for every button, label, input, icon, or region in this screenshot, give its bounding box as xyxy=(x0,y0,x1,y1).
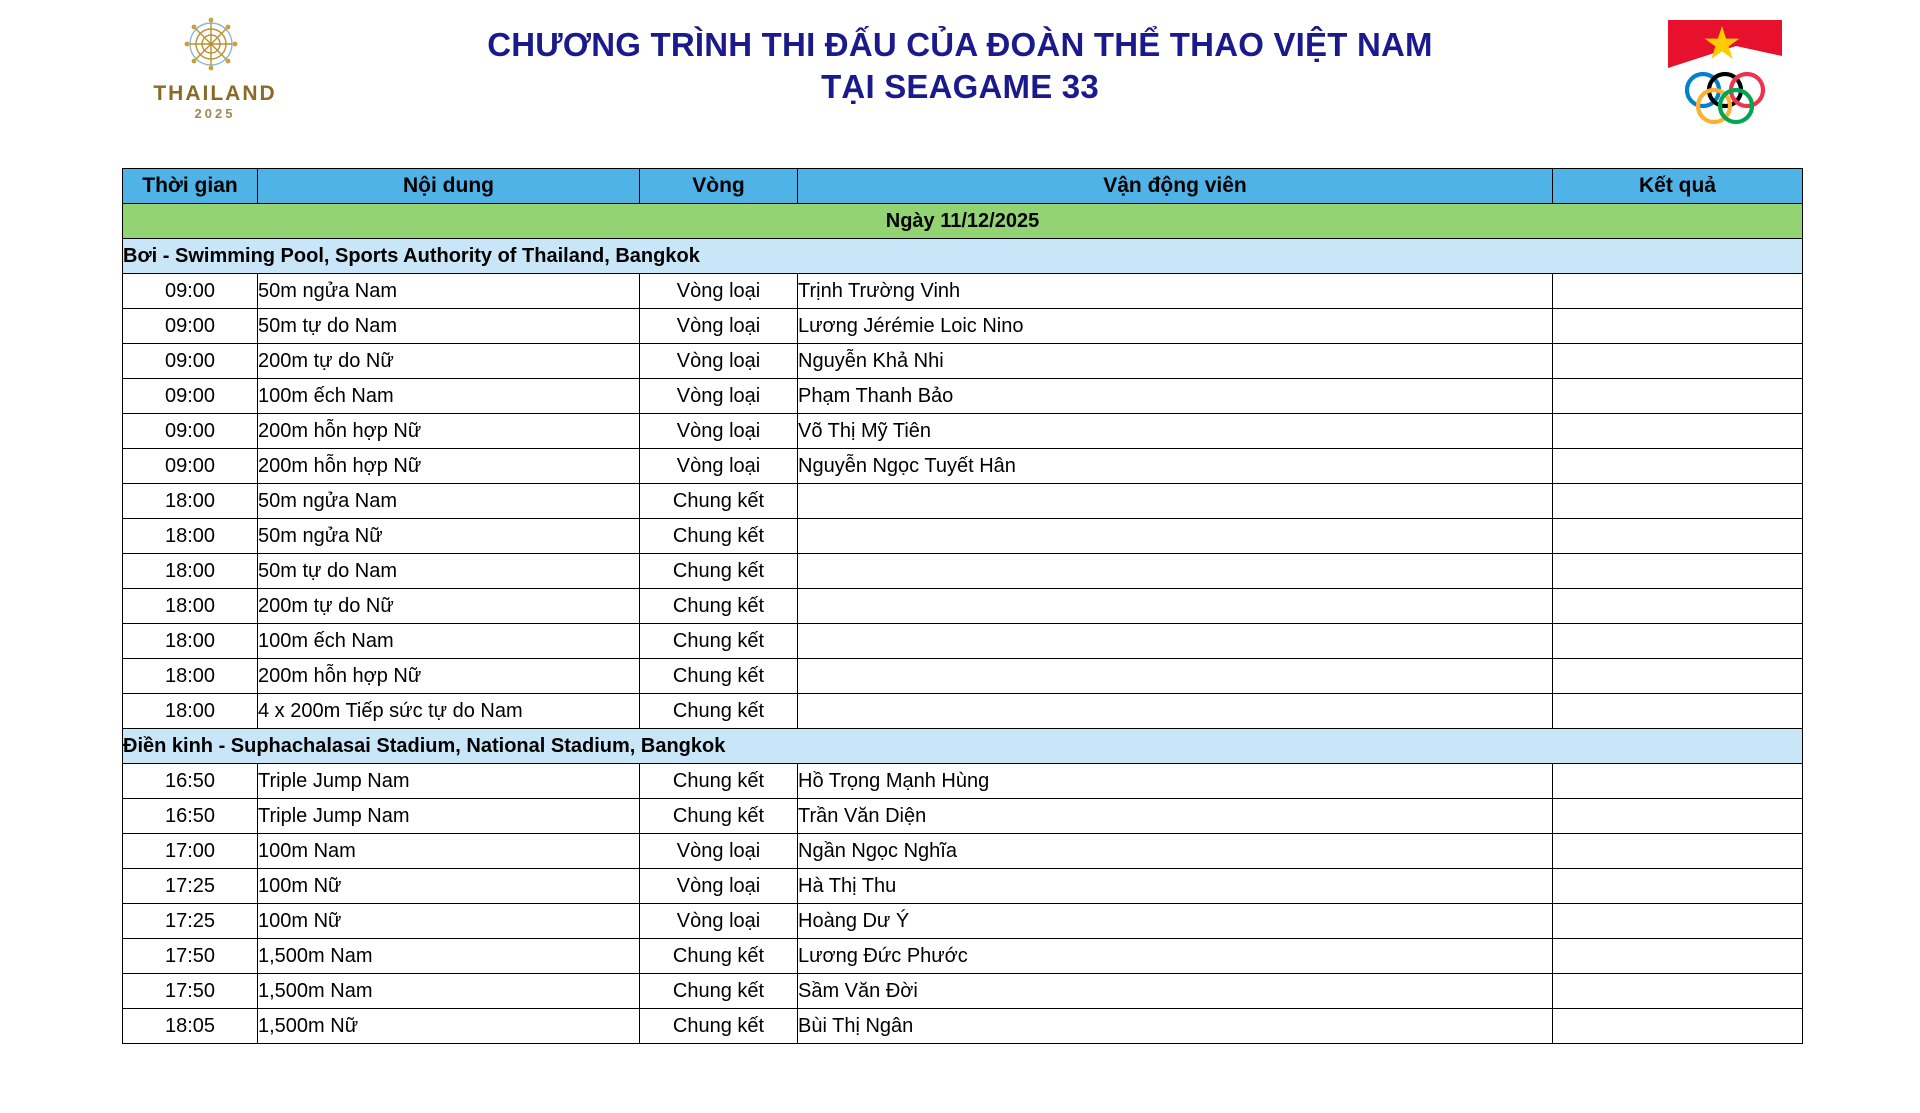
table-row xyxy=(123,904,1803,939)
table-header xyxy=(123,169,1803,204)
cell-event: 50m tự do Nam xyxy=(258,554,640,589)
page-title xyxy=(300,24,1620,108)
cell-round: Vòng loại xyxy=(640,414,798,449)
cell-athlete: Nguyễn Khả Nhi xyxy=(798,344,1553,379)
cell-event: Triple Jump Nam xyxy=(258,799,640,834)
cell-result xyxy=(1553,309,1803,344)
cell-round: Chung kết xyxy=(640,589,798,624)
cell-round: Chung kết xyxy=(640,799,798,834)
cell-result xyxy=(1553,659,1803,694)
table-row xyxy=(123,484,1803,519)
sport-label: Bơi - Swimming Pool, Sports Authority of Thailand, Bangkok xyxy=(123,239,1803,274)
cell-round: Vòng loại xyxy=(640,449,798,484)
cell-athlete xyxy=(798,554,1553,589)
cell-time: 17:50 xyxy=(123,974,258,1009)
cell-round: Chung kết xyxy=(640,694,798,729)
cell-event: 200m tự do Nữ xyxy=(258,589,640,624)
table-row xyxy=(123,414,1803,449)
cell-event: 100m Nam xyxy=(258,834,640,869)
cell-time: 18:05 xyxy=(123,1009,258,1044)
cell-round: Vòng loại xyxy=(640,834,798,869)
cell-time: 09:00 xyxy=(123,449,258,484)
cell-athlete: Lương Đức Phước xyxy=(798,939,1553,974)
column-header-athlete: Vận động viên xyxy=(798,169,1553,204)
cell-athlete xyxy=(798,484,1553,519)
cell-result xyxy=(1553,274,1803,309)
cell-athlete: Nguyễn Ngọc Tuyết Hân xyxy=(798,449,1553,484)
cell-round: Chung kết xyxy=(640,1009,798,1044)
cell-result xyxy=(1553,1009,1803,1044)
cell-time: 16:50 xyxy=(123,764,258,799)
cell-time: 18:00 xyxy=(123,519,258,554)
cell-athlete: Ngần Ngọc Nghĩa xyxy=(798,834,1553,869)
cell-athlete xyxy=(798,694,1553,729)
cell-result xyxy=(1553,624,1803,659)
table-row xyxy=(123,834,1803,869)
day-header-row xyxy=(123,204,1803,239)
cell-result xyxy=(1553,939,1803,974)
cell-event: 50m ngửa Nữ xyxy=(258,519,640,554)
cell-athlete xyxy=(798,624,1553,659)
table-row xyxy=(123,1009,1803,1044)
table-row xyxy=(123,274,1803,309)
cell-event: Triple Jump Nam xyxy=(258,764,640,799)
cell-time: 17:25 xyxy=(123,869,258,904)
column-header-round: Vòng xyxy=(640,169,798,204)
cell-event: 200m hỗn hợp Nữ xyxy=(258,414,640,449)
schedule-table xyxy=(122,168,1803,1044)
table-row xyxy=(123,449,1803,484)
cell-round: Chung kết xyxy=(640,484,798,519)
table-row xyxy=(123,554,1803,589)
cell-athlete: Phạm Thanh Bảo xyxy=(798,379,1553,414)
cell-event: 200m tự do Nữ xyxy=(258,344,640,379)
table-row xyxy=(123,939,1803,974)
cell-round: Chung kết xyxy=(640,764,798,799)
cell-round: Vòng loại xyxy=(640,379,798,414)
page-title-line1: CHƯƠNG TRÌNH THI ĐẤU CỦA ĐOÀN THỂ THAO VIỆT NAM xyxy=(487,26,1433,63)
cell-result xyxy=(1553,589,1803,624)
column-header-event: Nội dung xyxy=(258,169,640,204)
column-header-result: Kết quả xyxy=(1553,169,1803,204)
cell-round: Vòng loại xyxy=(640,869,798,904)
cell-time: 17:25 xyxy=(123,904,258,939)
cell-result xyxy=(1553,869,1803,904)
cell-event: 1,500m Nữ xyxy=(258,1009,640,1044)
cell-time: 18:00 xyxy=(123,554,258,589)
table-row xyxy=(123,869,1803,904)
table-row xyxy=(123,974,1803,1009)
cell-event: 200m hỗn hợp Nữ xyxy=(258,659,640,694)
cell-event: 100m Nữ xyxy=(258,904,640,939)
cell-time: 18:00 xyxy=(123,659,258,694)
cell-result xyxy=(1553,974,1803,1009)
thailand-logo-text: THAILAND xyxy=(153,82,277,105)
cell-athlete: Lương Jérémie Loic Nino xyxy=(798,309,1553,344)
cell-athlete: Sầm Văn Đời xyxy=(798,974,1553,1009)
cell-time: 09:00 xyxy=(123,379,258,414)
cell-result xyxy=(1553,379,1803,414)
cell-time: 09:00 xyxy=(123,414,258,449)
cell-athlete: Hồ Trọng Mạnh Hùng xyxy=(798,764,1553,799)
schedule-table-wrapper xyxy=(122,168,1802,1044)
cell-time: 18:00 xyxy=(123,624,258,659)
vietnam-olympic-committee-logo xyxy=(1650,12,1800,137)
cell-time: 18:00 xyxy=(123,694,258,729)
cell-event: 50m tự do Nam xyxy=(258,309,640,344)
cell-time: 09:00 xyxy=(123,274,258,309)
cell-result xyxy=(1553,764,1803,799)
vietnam-olympic-logo-icon xyxy=(1650,12,1800,137)
cell-round: Vòng loại xyxy=(640,274,798,309)
cell-event: 200m hỗn hợp Nữ xyxy=(258,449,640,484)
cell-result xyxy=(1553,904,1803,939)
cell-round: Chung kết xyxy=(640,939,798,974)
thailand-logo-year: 2025 xyxy=(194,106,236,121)
table-row xyxy=(123,519,1803,554)
cell-athlete: Hà Thị Thu xyxy=(798,869,1553,904)
cell-result xyxy=(1553,834,1803,869)
sport-header-row xyxy=(123,239,1803,274)
cell-round: Vòng loại xyxy=(640,344,798,379)
cell-athlete xyxy=(798,659,1553,694)
table-row xyxy=(123,344,1803,379)
table-row xyxy=(123,624,1803,659)
thailand-2025-emblem xyxy=(140,14,290,129)
cell-result xyxy=(1553,344,1803,379)
cell-result xyxy=(1553,799,1803,834)
cell-event: 100m Nữ xyxy=(258,869,640,904)
cell-time: 18:00 xyxy=(123,589,258,624)
table-row xyxy=(123,694,1803,729)
cell-time: 09:00 xyxy=(123,309,258,344)
cell-time: 09:00 xyxy=(123,344,258,379)
table-row xyxy=(123,379,1803,414)
table-body xyxy=(123,204,1803,1044)
table-row xyxy=(123,799,1803,834)
page-header xyxy=(0,0,1920,150)
table-row xyxy=(123,309,1803,344)
cell-athlete xyxy=(798,519,1553,554)
cell-result xyxy=(1553,449,1803,484)
cell-round: Chung kết xyxy=(640,974,798,1009)
cell-round: Chung kết xyxy=(640,554,798,589)
cell-event: 100m ếch Nam xyxy=(258,624,640,659)
cell-result xyxy=(1553,414,1803,449)
cell-round: Chung kết xyxy=(640,519,798,554)
cell-round: Vòng loại xyxy=(640,904,798,939)
cell-event: 4 x 200m Tiếp sức tự do Nam xyxy=(258,694,640,729)
cell-athlete: Bùi Thị Ngân xyxy=(798,1009,1553,1044)
sport-label: Điền kinh - Suphachalasai Stadium, National Stadium, Bangkok xyxy=(123,729,1803,764)
cell-result xyxy=(1553,519,1803,554)
cell-time: 16:50 xyxy=(123,799,258,834)
cell-event: 1,500m Nam xyxy=(258,974,640,1009)
column-header-time: Thời gian xyxy=(123,169,258,204)
cell-result xyxy=(1553,694,1803,729)
table-row xyxy=(123,589,1803,624)
cell-result xyxy=(1553,484,1803,519)
day-label: Ngày 11/12/2025 xyxy=(123,204,1803,239)
thailand-emblem-icon xyxy=(168,14,254,80)
sport-header-row xyxy=(123,729,1803,764)
table-row xyxy=(123,764,1803,799)
cell-event: 100m ếch Nam xyxy=(258,379,640,414)
cell-athlete: Võ Thị Mỹ Tiên xyxy=(798,414,1553,449)
cell-event: 1,500m Nam xyxy=(258,939,640,974)
cell-athlete xyxy=(798,589,1553,624)
cell-event: 50m ngửa Nam xyxy=(258,274,640,309)
cell-result xyxy=(1553,554,1803,589)
cell-event: 50m ngửa Nam xyxy=(258,484,640,519)
cell-time: 17:00 xyxy=(123,834,258,869)
page-title-line2: TẠI SEAGAME 33 xyxy=(821,68,1099,106)
cell-athlete: Trịnh Trường Vinh xyxy=(798,274,1553,309)
cell-time: 18:00 xyxy=(123,484,258,519)
cell-time: 17:50 xyxy=(123,939,258,974)
table-row xyxy=(123,659,1803,694)
cell-athlete: Trần Văn Diện xyxy=(798,799,1553,834)
cell-round: Vòng loại xyxy=(640,309,798,344)
table-header-row xyxy=(123,169,1803,204)
cell-athlete: Hoàng Dư Ý xyxy=(798,904,1553,939)
cell-round: Chung kết xyxy=(640,659,798,694)
cell-round: Chung kết xyxy=(640,624,798,659)
